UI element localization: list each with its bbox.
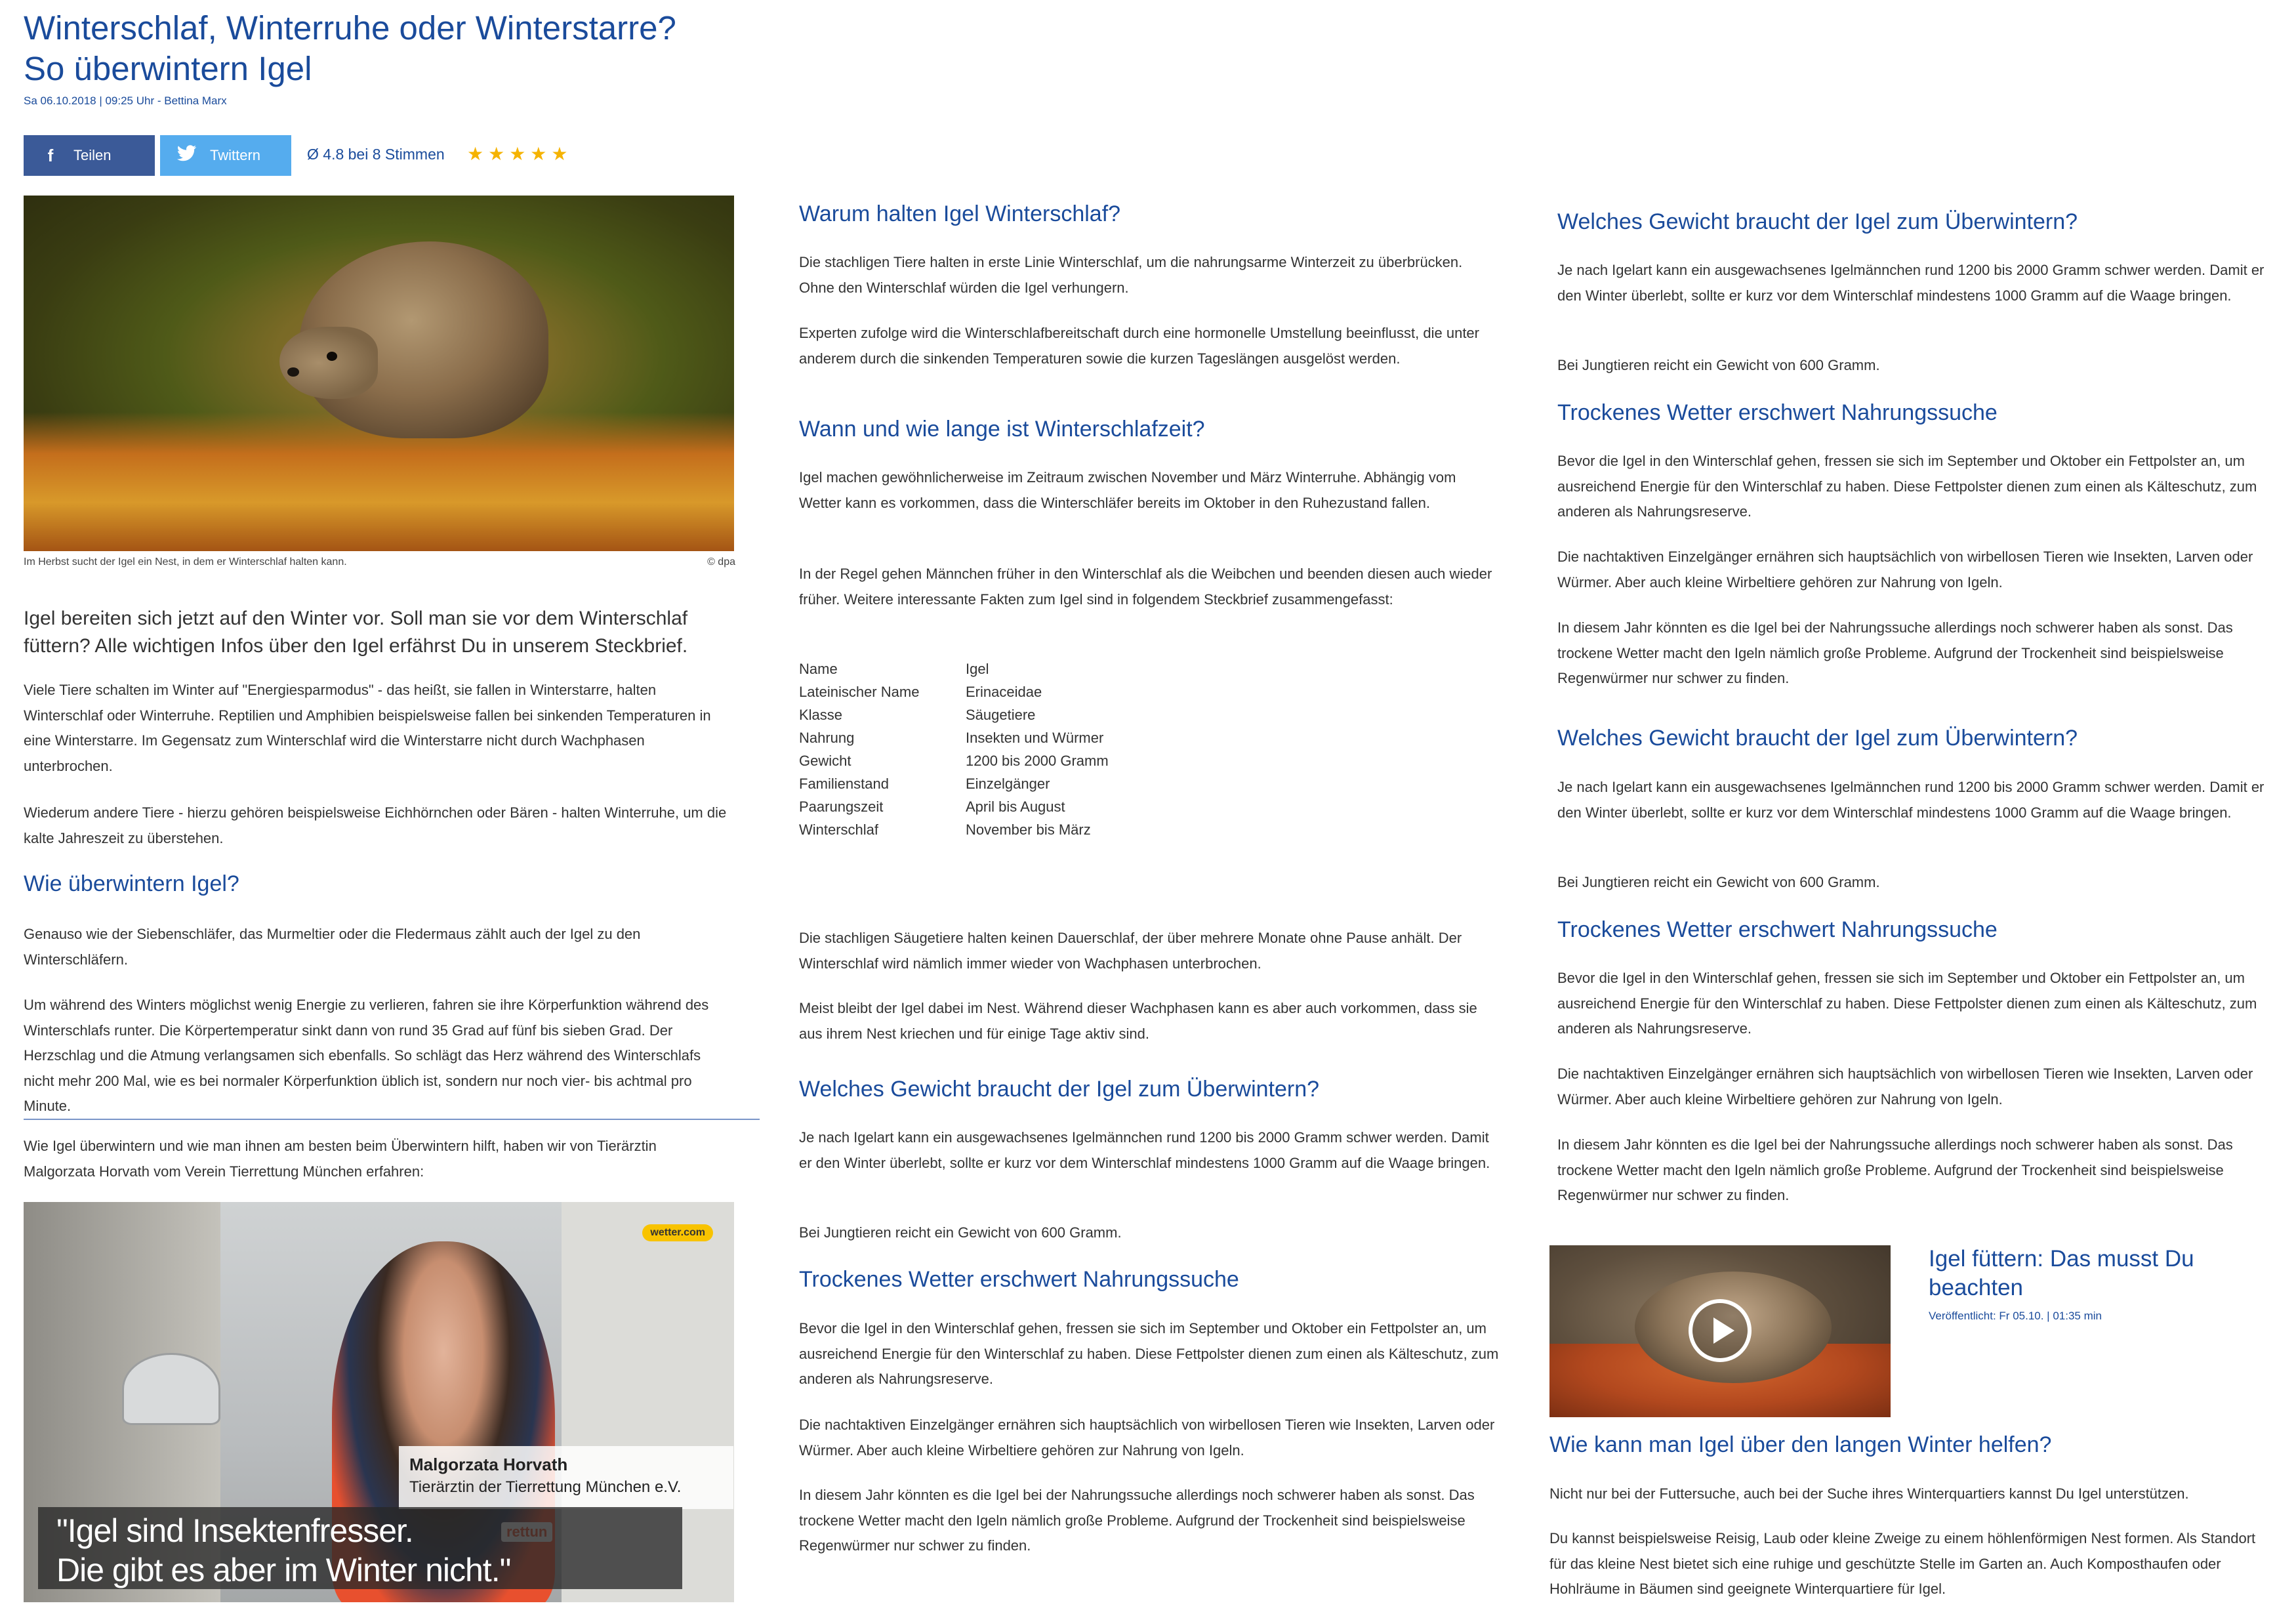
section-heading: Trockenes Wetter erschwert Nahrungssuche bbox=[1557, 917, 1998, 942]
paragraph: Igel machen gewöhnlicherweise im Zeitraum zwischen November und März Winterruhe. Abhängig vom Wetter kann es vorkommen, dass die Winterschläfer bereits im Oktober in den Ruhezustand fallen. bbox=[799, 469, 1456, 511]
fact-row bbox=[799, 726, 1162, 749]
speaker-name: Malgorzata Horvath bbox=[409, 1455, 568, 1474]
lead-paragraph: Igel bereiten sich jetzt auf den Winter vor. Soll man sie vor dem Winterschlaf füttern? Alle wichtigen Infos über den Igel erfährst Du in unserem Steckbrief. bbox=[24, 608, 688, 657]
play-icon[interactable] bbox=[1689, 1299, 1752, 1362]
twitter-share-label: Twittern bbox=[210, 147, 261, 163]
paragraph: Viele Tiere schalten im Winter auf "Energiesparmodus" - das heißt, sie fallen in Winterstarre, halten Winterschlaf oder Winterruhe. Reptilien und Amphibien beispielsweise fallen bei sinkenden Temperaturen in eine Winterstarre. Im Gegensatz zum Winterschlaf wird die Winterstarre nicht durch Wachphasen unterbrochen. bbox=[24, 682, 711, 774]
paragraph: Bei Jungtieren reicht ein Gewicht von 600 Gramm. bbox=[799, 1224, 1122, 1241]
twitter-share-button[interactable] bbox=[160, 135, 291, 176]
fact-value: Igel bbox=[966, 661, 989, 677]
paragraph: Bei Jungtieren reicht ein Gewicht von 600 Gramm. bbox=[1557, 874, 1880, 890]
fact-key: Name bbox=[799, 661, 838, 677]
hero-caption bbox=[24, 556, 735, 568]
hero-caption-text: Im Herbst sucht der Igel ein Nest, in dem er Winterschlaf halten kann. bbox=[24, 556, 347, 568]
paragraph: In diesem Jahr könnten es die Igel bei der Nahrungssuche allerdings noch schwerer haben als sonst. Das trockene Wetter macht den Igeln nämlich große Probleme. Aufgrund der Trockenheit sind beispielsweise Regenwürmer nur schwer zu finden. bbox=[1557, 619, 2233, 686]
hedgehog-eye bbox=[327, 352, 337, 361]
fact-row bbox=[799, 749, 1162, 772]
fact-key: Klasse bbox=[799, 707, 843, 723]
page-title bbox=[24, 8, 735, 89]
fact-sheet-table bbox=[799, 657, 1162, 841]
paragraph: Die stachligen Tiere halten in erste Linie Winterschlaf, um die nahrungsarme Winterzeit zu überbrücken. Ohne den Winterschlaf würden die Igel verhungern. bbox=[799, 254, 1463, 296]
video-quote bbox=[38, 1507, 682, 1589]
paragraph: Je nach Igelart kann ein ausgewachsenes Igelmännchen rund 1200 bis 2000 Gramm schwer werden. Damit er den Winter überlebt, sollte er kurz vor dem Winterschlaf mindestens 1000 Gramm auf die Waage bringen. bbox=[1557, 779, 2265, 821]
fact-key: Nahrung bbox=[799, 730, 855, 746]
fact-value: November bis März bbox=[966, 821, 1091, 838]
share-bar bbox=[24, 135, 735, 176]
fact-key: Familienstand bbox=[799, 776, 889, 792]
paragraph: Um während des Winters möglichst wenig Energie zu verlieren, fahren sie ihre Körperfunktion während des Winterschlafs runter. Die Körpertemperatur sinkt dann von rund 35 Grad auf fünf bis sieben Grad. Der Herzschlag und die Atmung verlangsamen sich ebenfalls. So schlägt das Herz während des Winterschlafs nicht mehr 200 Mal, wie es bei normaler Körperfunktion üblich ist, sondern nur noch vier- bis achtmal pro Minute. bbox=[24, 997, 709, 1114]
paragraph: Nicht nur bei der Futtersuche, auch bei der Suche ihres Winterquartiers kannst Du Igel unterstützen. bbox=[1549, 1485, 2189, 1502]
speaker-role: Tierärztin der Tierrettung München e.V. bbox=[409, 1478, 682, 1496]
section-heading: Warum halten Igel Winterschlaf? bbox=[799, 201, 1121, 226]
hero-source: © dpa bbox=[707, 556, 735, 568]
section-heading: Welches Gewicht braucht der Igel zum Überwintern? bbox=[1557, 209, 2078, 234]
section-heading: Trockenes Wetter erschwert Nahrungssuche bbox=[799, 1267, 1239, 1292]
quote-line-2: Die gibt es aber im Winter nicht." bbox=[56, 1552, 511, 1588]
fact-key: Winterschlaf bbox=[799, 821, 879, 838]
fact-row bbox=[799, 680, 1162, 703]
fact-value: Erinaceidae bbox=[966, 684, 1042, 700]
paragraph: Bevor die Igel in den Winterschlaf gehen, fressen sie sich im September und Oktober ein Fettpolster an, um ausreichend Energie für den Winterschlaf zu haben. Diese Fettpolster dienen zum einen als Kälteschutz, zum anderen als Nahrungsreserve. bbox=[1557, 970, 2257, 1037]
star-rating[interactable]: ★★★★★ bbox=[467, 144, 573, 164]
section-heading: Trockenes Wetter erschwert Nahrungssuche bbox=[1557, 400, 1998, 425]
fact-value: 1200 bis 2000 Gramm bbox=[966, 753, 1109, 769]
hedgehog-nose bbox=[287, 367, 299, 377]
hedgehog-snout bbox=[279, 327, 378, 399]
fact-row bbox=[799, 795, 1162, 818]
paragraph: Die nachtaktiven Einzelgänger ernähren sich hauptsächlich von wirbellosen Tieren wie Insekten, Larven oder Würmer. Aber auch kleine Wirbeltiere gehören zur Nahrung von Igeln. bbox=[799, 1417, 1495, 1459]
video-thumbnail-feeding[interactable] bbox=[1549, 1245, 1891, 1417]
fact-value: April bis August bbox=[966, 798, 1065, 815]
section-heading: Wie überwintern Igel? bbox=[24, 871, 239, 896]
divider bbox=[24, 1119, 760, 1120]
lower-third bbox=[399, 1446, 733, 1509]
paragraph: Wiederum andere Tiere - hierzu gehören beispielsweise Eichhörnchen oder Bären - halten Winterruhe, um die kalte Jahreszeit zu überstehen. bbox=[24, 804, 727, 846]
fact-key: Gewicht bbox=[799, 753, 851, 769]
twitter-icon bbox=[176, 145, 198, 167]
paragraph: Bei Jungtieren reicht ein Gewicht von 600 Gramm. bbox=[1557, 357, 1880, 373]
fact-row bbox=[799, 772, 1162, 795]
section-heading: Wie kann man Igel über den langen Winter helfen? bbox=[1549, 1432, 2052, 1457]
channel-logo: wetter.com bbox=[642, 1224, 713, 1241]
paragraph: Bevor die Igel in den Winterschlaf gehen, fressen sie sich im September und Oktober ein Fettpolster an, um ausreichend Energie für den Winterschlaf zu haben. Diese Fettpolster dienen zum einen als Kälteschutz, zum anderen als Nahrungsreserve. bbox=[799, 1320, 1499, 1387]
paragraph: Die nachtaktiven Einzelgänger ernähren sich hauptsächlich von wirbellosen Tieren wie Insekten, Larven oder Würmer. Aber auch kleine Wirbeltiere gehören zur Nahrung von Igeln. bbox=[1557, 549, 2253, 590]
article-meta: Sa 06.10.2018 | 09:25 Uhr - Bettina Marx bbox=[24, 94, 227, 107]
video-meta: Veröffentlicht: Fr 05.10. | 01:35 min bbox=[1929, 1310, 2102, 1322]
paragraph: Wie Igel überwintern und wie man ihnen am besten beim Überwintern hilft, haben wir von Tierärztin Malgorzata Horvath vom Verein Tierrettung München erfahren: bbox=[24, 1138, 657, 1180]
paragraph: In diesem Jahr könnten es die Igel bei der Nahrungssuche allerdings noch schwerer haben als sonst. Das trockene Wetter macht den Igeln nämlich große Probleme. Aufgrund der Trockenheit sind beispielsweise Regenwürmer nur schwer zu finden. bbox=[1557, 1136, 2233, 1203]
section-heading: Wann und wie lange ist Winterschlafzeit? bbox=[799, 417, 1205, 442]
section-heading: Welches Gewicht braucht der Igel zum Überwintern? bbox=[1557, 726, 2078, 751]
section-heading: Welches Gewicht braucht der Igel zum Überwintern? bbox=[799, 1077, 1320, 1102]
fact-row bbox=[799, 657, 1162, 680]
fact-row bbox=[799, 703, 1162, 726]
heat-lamp bbox=[122, 1353, 220, 1425]
video-title-link[interactable]: Igel füttern: Das musst Du beachten bbox=[1929, 1246, 2194, 1300]
fact-key: Lateinischer Name bbox=[799, 684, 920, 700]
paragraph: In der Regel gehen Männchen früher in den Winterschlaf als die Weibchen und beenden diesen auch wieder früher. Weitere interessante Fakten zum Igel sind in folgendem Steckbrief zusammengefasst: bbox=[799, 566, 1492, 608]
paragraph: In diesem Jahr könnten es die Igel bei der Nahrungssuche allerdings noch schwerer haben als sonst. Das trockene Wetter macht den Igeln nämlich große Probleme. Aufgrund der Trockenheit sind beispielsweise Regenwürmer nur schwer zu finden. bbox=[799, 1487, 1475, 1554]
fact-row bbox=[799, 818, 1162, 841]
facebook-share-label: Teilen bbox=[73, 147, 112, 163]
paragraph: Experten zufolge wird die Winterschlafbereitschaft durch eine hormonelle Umstellung beeinflusst, die unter anderem durch die sinkenden Temperaturen sowie die kurzen Tageslängen ausgelöst werden. bbox=[799, 325, 1479, 367]
paragraph: Die stachligen Säugetiere halten keinen Dauerschlaf, der über mehrere Monate ohne Pause anhält. Der Winterschlaf wird nämlich immer wieder von Wachphasen unterbrochen. bbox=[799, 930, 1462, 972]
hero-image-hedgehog bbox=[24, 196, 734, 551]
quote-line-1: "Igel sind Insektenfresser. bbox=[56, 1512, 413, 1549]
title-line-1: Winterschlaf, Winterruhe oder Winterstarre? bbox=[24, 9, 676, 47]
rating-summary: Ø 4.8 bei 8 Stimmen bbox=[307, 146, 445, 163]
fact-key: Paarungszeit bbox=[799, 798, 884, 815]
paragraph: Je nach Igelart kann ein ausgewachsenes Igelmännchen rund 1200 bis 2000 Gramm schwer werden. Damit er den Winter überlebt, sollte er kurz vor dem Winterschlaf mindestens 1000 Gramm auf die Waage bringen. bbox=[1557, 262, 2265, 304]
facebook-icon: f bbox=[47, 145, 54, 165]
paragraph: Genauso wie der Siebenschläfer, das Murmeltier oder die Fledermaus zählt auch der Igel zu den Winterschläfern. bbox=[24, 926, 641, 968]
video-player-interview[interactable] bbox=[24, 1202, 734, 1602]
fact-value: Einzelgänger bbox=[966, 776, 1050, 792]
facebook-share-button[interactable] bbox=[24, 135, 155, 176]
paragraph: Meist bleibt der Igel dabei im Nest. Während dieser Wachphasen kann es aber auch vorkommen, dass sie aus ihrem Nest kriechen und für einige Tage aktiv sind. bbox=[799, 1000, 1477, 1042]
fact-value: Insekten und Würmer bbox=[966, 730, 1104, 746]
paragraph: Die nachtaktiven Einzelgänger ernähren sich hauptsächlich von wirbellosen Tieren wie Insekten, Larven oder Würmer. Aber auch kleine Wirbeltiere gehören zur Nahrung von Igeln. bbox=[1557, 1066, 2253, 1108]
title-line-2: So überwintern Igel bbox=[24, 50, 312, 87]
paragraph: Du kannst beispielsweise Reisig, Laub oder kleine Zweige zu einem höhlenförmigen Nest formen. Als Standort für das kleine Nest bietet sich eine ruhige und geschützte Stelle im Garten an. Auch Komposthaufen oder Hohlräume in Bäumen sind geeignete Winterquartiere für Igel. bbox=[1549, 1530, 2256, 1597]
fact-value: Säugetiere bbox=[966, 707, 1036, 723]
paragraph: Bevor die Igel in den Winterschlaf gehen, fressen sie sich im September und Oktober ein Fettpolster an, um ausreichend Energie für den Winterschlaf zu haben. Diese Fettpolster dienen zum einen als Kälteschutz, zum anderen als Nahrungsreserve. bbox=[1557, 453, 2257, 520]
paragraph: Je nach Igelart kann ein ausgewachsenes Igelmännchen rund 1200 bis 2000 Gramm schwer werden. Damit er den Winter überlebt, sollte er kurz vor dem Winterschlaf mindestens 1000 Gramm auf die Waage bringen. bbox=[799, 1129, 1490, 1171]
